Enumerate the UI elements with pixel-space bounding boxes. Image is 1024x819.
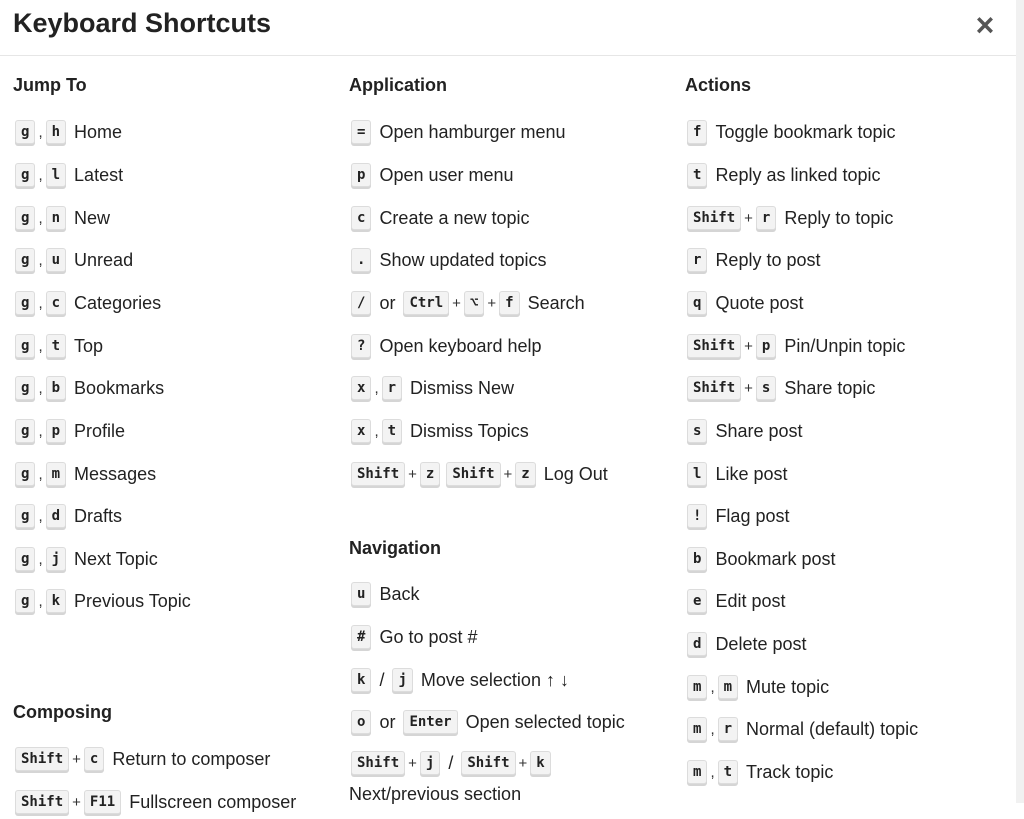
comma: , — [38, 337, 43, 355]
shortcut-label: Messages — [74, 463, 157, 484]
shortcut-label: Home — [74, 121, 123, 142]
shortcut-row — [351, 414, 529, 448]
key: g — [15, 120, 35, 144]
key: x — [351, 376, 371, 400]
key: c — [351, 206, 371, 230]
key: k — [530, 751, 550, 775]
shortcut-label: Bookmark post — [715, 548, 836, 569]
application-title: Application — [349, 75, 447, 95]
key: m — [687, 760, 707, 784]
key: j — [392, 668, 412, 692]
shortcut-label: Drafts — [74, 505, 123, 526]
shortcut-row — [351, 201, 530, 235]
key: e — [687, 589, 707, 613]
plus: + — [503, 465, 513, 483]
shortcut-row — [687, 499, 789, 533]
shortcut-row — [351, 746, 551, 780]
key: z — [515, 462, 535, 486]
plus: + — [487, 294, 497, 312]
shortcut-label: Previous Topic — [74, 590, 191, 611]
shortcut-row — [15, 457, 156, 491]
key: o — [351, 710, 371, 734]
shortcut-row — [15, 243, 133, 277]
shortcut-row — [687, 115, 896, 149]
comma: , — [374, 379, 379, 397]
shortcut-row — [687, 627, 807, 661]
shortcut-label: Bookmarks — [74, 377, 165, 398]
shortcut-label: Open selected topic — [465, 711, 625, 732]
key: g — [15, 291, 35, 315]
shortcut-row — [15, 158, 123, 192]
key: / — [351, 291, 371, 315]
shortcut-row — [687, 158, 881, 192]
shortcut-row — [15, 201, 110, 235]
shortcut-row — [15, 115, 122, 149]
key: g — [15, 419, 35, 443]
shortcut-label: Flag post — [715, 505, 790, 526]
shortcut-label: Next/previous section — [349, 784, 522, 804]
key: . — [351, 248, 371, 272]
shortcut-row — [15, 542, 158, 576]
shortcut-row — [687, 712, 918, 746]
plus: + — [518, 754, 528, 772]
or-text: or — [379, 711, 396, 732]
shortcut-row — [687, 414, 803, 448]
shortcut-label: Open keyboard help — [379, 335, 542, 356]
key: g — [15, 462, 35, 486]
shortcut-label: Quote post — [715, 292, 804, 313]
shortcut-label: Create a new topic — [379, 207, 530, 228]
key: r — [382, 376, 402, 400]
shortcut-label: Fullscreen composer — [129, 791, 297, 812]
key: Enter — [403, 710, 457, 734]
plus: + — [744, 209, 753, 227]
shortcut-label: Log Out — [543, 463, 608, 484]
page-title: Keyboard Shortcuts — [13, 8, 272, 38]
comma: , — [38, 422, 43, 440]
key: q — [687, 291, 707, 315]
shortcut-label: Edit post — [715, 590, 786, 611]
key: b — [46, 376, 66, 400]
key: g — [15, 589, 35, 613]
shortcut-label: Reply as linked topic — [715, 164, 881, 185]
key: Shift — [687, 334, 741, 358]
key: u — [351, 582, 371, 606]
comma: , — [38, 209, 43, 227]
shortcut-row — [351, 115, 566, 149]
key: s — [687, 419, 707, 443]
shortcut-row — [351, 158, 514, 192]
key: t — [718, 760, 738, 784]
comma: , — [38, 592, 43, 610]
key: g — [15, 206, 35, 230]
shortcut-row — [351, 286, 585, 320]
key: # — [351, 625, 371, 649]
key: Shift — [15, 747, 69, 771]
shortcut-label: Reply to post — [715, 249, 821, 270]
shortcut-label: Mute topic — [746, 676, 830, 697]
shortcut-row — [351, 329, 542, 363]
key: Shift — [351, 751, 405, 775]
plus: + — [744, 379, 753, 397]
shortcut-label: Unread — [74, 249, 134, 270]
comma: , — [38, 465, 43, 483]
shortcut-row — [687, 457, 787, 491]
shortcut-row — [15, 785, 296, 819]
key: g — [15, 376, 35, 400]
scrollbar[interactable] — [1016, 0, 1024, 803]
shortcut-row — [687, 755, 833, 789]
composing-title: Composing — [13, 702, 112, 722]
key: z — [420, 462, 440, 486]
close-icon[interactable]: × — [975, 7, 995, 43]
jump-to-title: Jump To — [13, 75, 87, 95]
key: ⌥ — [464, 291, 484, 315]
key: = — [351, 120, 371, 144]
shortcut-row — [351, 663, 569, 697]
comma: , — [38, 166, 43, 184]
shortcut-row — [15, 329, 103, 363]
key: l — [46, 163, 66, 187]
shortcut-label: Toggle bookmark topic — [715, 121, 896, 142]
shortcut-row — [15, 742, 270, 776]
key: Ctrl — [403, 291, 449, 315]
shortcut-label: Pin/Unpin topic — [784, 335, 906, 356]
shortcut-label: Dismiss Topics — [410, 420, 529, 441]
shortcut-label: Top — [74, 335, 104, 356]
shortcut-label: New — [74, 207, 111, 228]
key: g — [15, 163, 35, 187]
plus: + — [72, 793, 81, 811]
shortcut-row — [687, 286, 804, 320]
key: t — [687, 163, 707, 187]
key: Shift — [687, 376, 741, 400]
key: m — [687, 675, 707, 699]
shortcut-label: Share post — [715, 420, 803, 441]
key: g — [15, 248, 35, 272]
key: r — [756, 206, 776, 230]
shortcut-row — [687, 243, 821, 277]
key: g — [15, 547, 35, 571]
plus: + — [452, 294, 461, 312]
comma: , — [38, 251, 43, 269]
shortcut-row — [351, 371, 514, 405]
shortcut-label: Show updated topics — [379, 249, 547, 270]
slash-text: / — [448, 752, 454, 773]
key: j — [420, 751, 440, 775]
comma: , — [710, 763, 715, 781]
shortcut-row — [351, 243, 547, 277]
shortcut-label: Reply to topic — [784, 207, 894, 228]
comma: , — [710, 678, 715, 696]
shortcut-row — [351, 457, 608, 491]
key: Shift — [446, 462, 500, 486]
shortcut-row — [351, 705, 625, 739]
key: u — [46, 248, 66, 272]
key: r — [687, 248, 707, 272]
key: d — [46, 504, 66, 528]
shortcut-label: Latest — [74, 164, 124, 185]
shortcut-row — [15, 584, 191, 618]
shortcut-label: Track topic — [746, 761, 834, 782]
shortcut-row — [15, 286, 161, 320]
shortcut-label: Dismiss New — [410, 377, 515, 398]
shortcut-label: Delete post — [715, 633, 807, 654]
shortcut-label: Normal (default) topic — [746, 718, 919, 739]
key: x — [351, 419, 371, 443]
shortcut-label: Open hamburger menu — [379, 121, 566, 142]
slash-text: / — [379, 669, 385, 690]
key: p — [351, 163, 371, 187]
key: b — [687, 547, 707, 571]
key: t — [46, 334, 66, 358]
modal-header — [0, 0, 1016, 56]
key: Shift — [15, 790, 69, 814]
key: t — [382, 419, 402, 443]
key: m — [718, 675, 738, 699]
shortcut-label: Share topic — [784, 377, 876, 398]
key: r — [718, 717, 738, 741]
key: g — [15, 504, 35, 528]
shortcut-label: Categories — [74, 292, 162, 313]
shortcut-label: Search — [527, 292, 585, 313]
key: d — [687, 632, 707, 656]
key: j — [46, 547, 66, 571]
shortcut-row — [15, 371, 164, 405]
shortcut-label: Like post — [715, 463, 788, 484]
shortcut-label: Back — [379, 583, 420, 604]
key: m — [46, 462, 66, 486]
shortcut-label: Move selection ↑ ↓ — [420, 669, 569, 690]
key: c — [84, 747, 104, 771]
comma: , — [38, 550, 43, 568]
key: k — [351, 668, 371, 692]
shortcut-label: Return to composer — [112, 748, 271, 769]
comma: , — [38, 294, 43, 312]
key: c — [46, 291, 66, 315]
key: ? — [351, 334, 371, 358]
shortcut-row — [15, 414, 125, 448]
shortcut-label: Next Topic — [74, 548, 158, 569]
key: s — [756, 376, 776, 400]
shortcut-row — [687, 542, 836, 576]
shortcut-label: Go to post # — [379, 626, 478, 647]
key: ! — [687, 504, 707, 528]
comma: , — [710, 720, 715, 738]
key: F11 — [84, 790, 121, 814]
navigation-title: Navigation — [349, 538, 442, 558]
shortcut-row — [687, 329, 905, 363]
plus: + — [408, 465, 417, 483]
or-text: or — [379, 292, 396, 313]
key: k — [46, 589, 66, 613]
key: m — [687, 717, 707, 741]
shortcut-row — [687, 670, 829, 704]
shortcut-row — [351, 577, 419, 611]
plus: + — [72, 750, 81, 768]
comma: , — [38, 379, 43, 397]
key: Shift — [461, 751, 515, 775]
key: f — [499, 291, 519, 315]
key: g — [15, 334, 35, 358]
shortcut-label: Open user menu — [379, 164, 514, 185]
shortcut-row — [687, 584, 785, 618]
key: h — [46, 120, 66, 144]
comma: , — [38, 507, 43, 525]
shortcut-row — [15, 499, 122, 533]
shortcut-row — [687, 201, 893, 235]
shortcut-row — [687, 371, 875, 405]
shortcut-row — [351, 620, 478, 654]
key: l — [687, 462, 707, 486]
key: p — [756, 334, 776, 358]
key: Shift — [687, 206, 741, 230]
key: p — [46, 419, 66, 443]
comma: , — [38, 123, 43, 141]
key: Shift — [351, 462, 405, 486]
key: n — [46, 206, 66, 230]
comma: , — [374, 422, 379, 440]
actions-title: Actions — [685, 75, 752, 95]
plus: + — [408, 754, 417, 772]
key: f — [687, 120, 707, 144]
plus: + — [744, 337, 753, 355]
shortcut-label: Profile — [74, 420, 126, 441]
